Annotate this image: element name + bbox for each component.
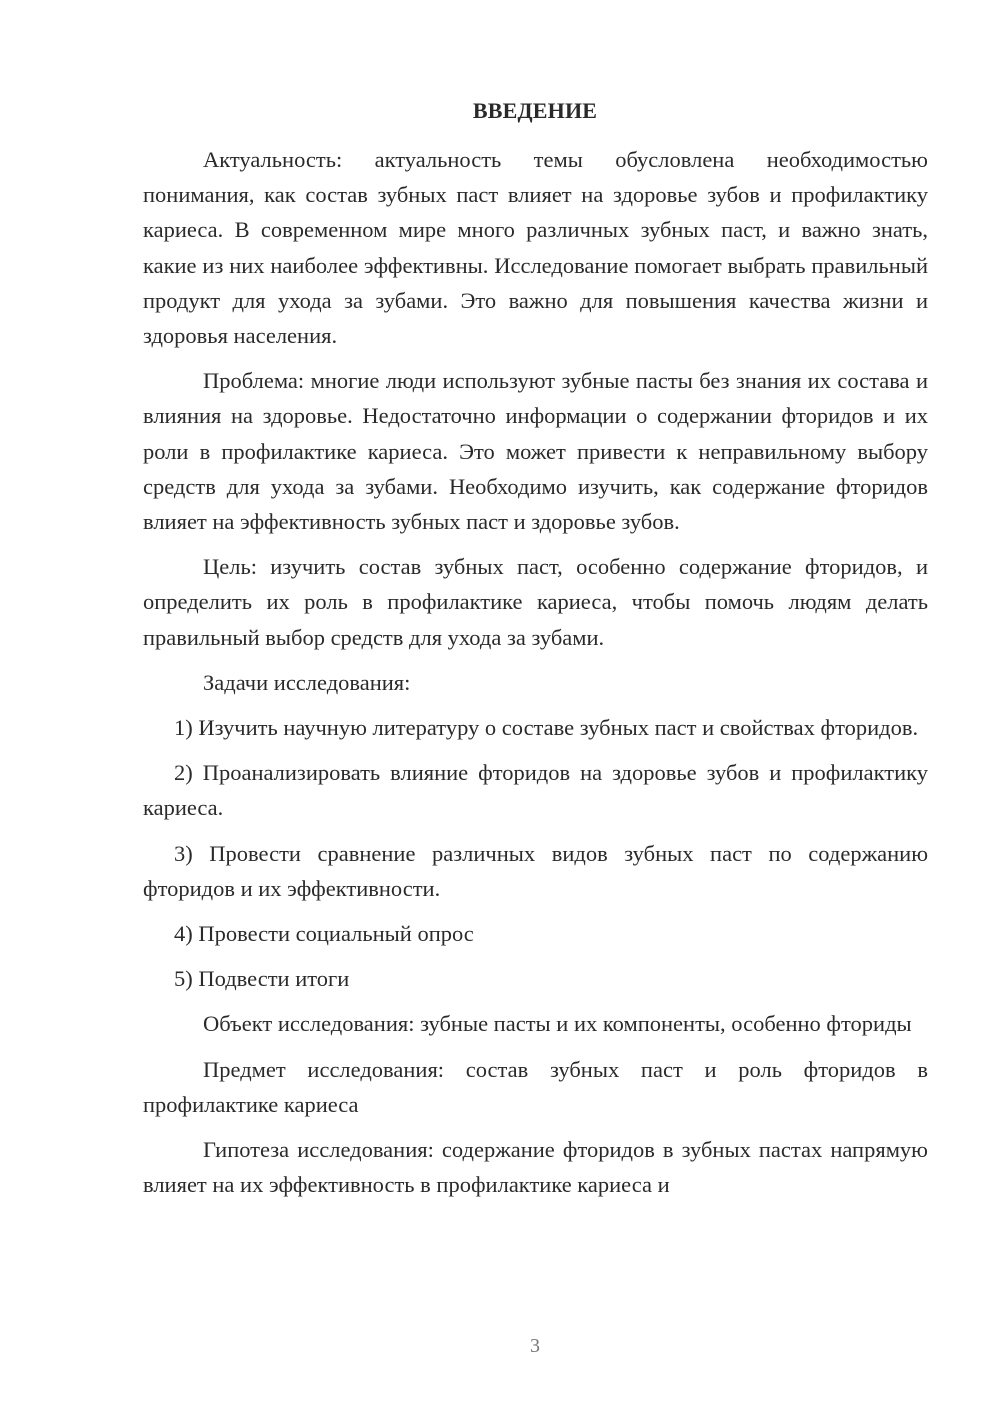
paragraph-relevance: Актуальность: актуальность темы обусловлена необходимостью понимания, как состав зубных паст влияет на здоровье зубов и профилактику кариеса. В современном мире много различных зубных паст, и важно знать, какие из них наиболее эффективны. Исследование помогает выбрать правильный продукт для ухода за зубами. Это важно для повышения качества жизни и здоровья населения. [143, 147, 928, 349]
paragraph-subject: Предмет исследования: состав зубных паст и роль фторидов в профилактике кариеса [143, 1056, 928, 1117]
task-item: 1) Изучить научную литературу о составе зубных паст и свойствах фторидов. [174, 715, 919, 741]
paragraph-tasks-heading: Задачи исследования: [203, 669, 411, 695]
paragraph-goal: Цель: изучить состав зубных паст, особенно содержание фторидов, и определить их роль в профилактике кариеса, чтобы помочь людям делать правильный выбор средств для ухода за зубами. [143, 554, 928, 650]
task-item: 3) Провести сравнение различных видов зубных паст по содержанию фторидов и их эффективности. [143, 840, 928, 901]
paragraph-hypothesis: Гипотеза исследования: содержание фторидов в зубных пастах напрямую влияет на их эффективность в профилактике кариеса и [143, 1137, 928, 1198]
page-number: 3 [530, 1335, 540, 1357]
task-item: 2) Проанализировать влияние фторидов на здоровье зубов и профилактику кариеса. [143, 760, 928, 821]
body-text [143, 142, 928, 1202]
page-title: ВВЕДЕНИЕ [472, 98, 598, 123]
paragraph-problem: Проблема: многие люди используют зубные пасты без знания их состава и влияния на здоровье. Недостаточно информации о содержании фторидов и их роли в профилактике кариеса. Это может привести к неправильному выбору средств для ухода за зубами. Необходимо изучить, как содержание фторидов влияет на эффективность зубных паст и здоровье зубов. [143, 368, 928, 535]
paragraph-object: Объект исследования: зубные пасты и их компоненты, особенно фториды [203, 1011, 912, 1037]
task-item: 5) Подвести итоги [174, 966, 350, 992]
task-item: 4) Провести социальный опрос [174, 921, 474, 947]
